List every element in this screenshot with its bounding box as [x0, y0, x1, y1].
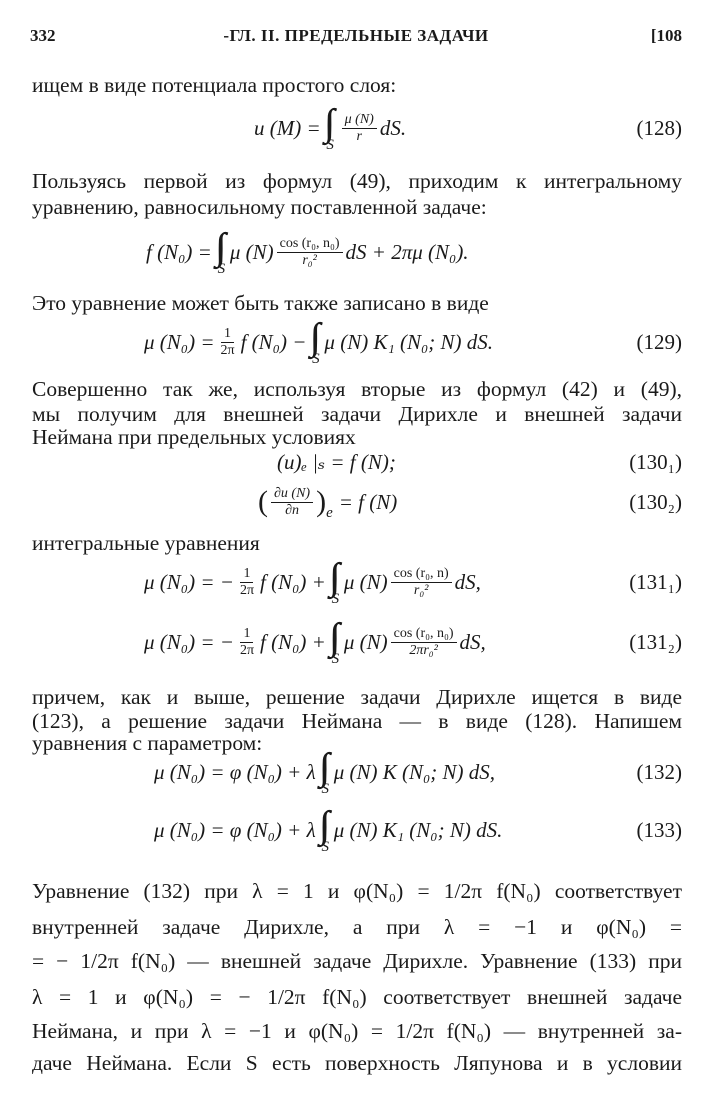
equation-number: (133): [636, 817, 682, 842]
eq-rhs: dS,: [459, 629, 486, 654]
numerator: μ (N): [342, 112, 377, 129]
eq-term: f (N₀) −: [240, 329, 307, 354]
text-line: мы получим для внешней задачи Дирихле и внешней задачи: [32, 402, 682, 426]
equation-number: (131₂): [629, 629, 682, 654]
numerator: 1: [240, 626, 253, 643]
fraction: [342, 112, 377, 145]
eq-term: f (N₀) +: [260, 629, 326, 654]
section-number: [108: [650, 26, 682, 45]
equation-131-1: [32, 552, 682, 612]
eq-body: (u)ₑ |ₛ = f (N);: [277, 449, 396, 474]
eq-rhs: = f (N): [338, 489, 398, 514]
integral-domain: S: [217, 260, 226, 277]
integral-domain: S: [331, 590, 340, 607]
eq-lhs: μ (N₀) = φ (N₀) + λ: [154, 817, 316, 842]
eq-rhs: dS,: [454, 569, 481, 594]
eq-term: μ (N): [343, 629, 388, 654]
denominator: 2π: [220, 342, 235, 358]
numerator: 1: [240, 566, 253, 583]
denominator: 2π: [239, 642, 255, 658]
denominator: 2πr₀²: [409, 642, 438, 658]
subscript-e: e: [326, 504, 333, 521]
text-line: даче Неймана. Если S есть поверхность Ляпунова и в условии: [32, 1051, 682, 1075]
text-line: внутренней задаче Дирихле, а при λ = −1 и φ(N₀) =: [32, 915, 682, 939]
integral-domain: S: [321, 838, 329, 855]
integral-domain: S: [321, 780, 329, 797]
eq-lhs: u (M) =: [254, 115, 321, 140]
text-line: уравнения с параметром:: [32, 731, 263, 755]
text-line: Это уравнение может быть также записано в виде: [32, 291, 489, 315]
eq-lhs: μ (N₀) = −: [144, 629, 234, 654]
chapter-title: -ГЛ. II. ПРЕДЕЛЬНЫЕ ЗАДАЧИ: [223, 26, 489, 45]
double-integral: [216, 228, 227, 277]
denominator: r₀²: [302, 252, 317, 268]
equation-number: (129): [636, 329, 682, 354]
equation-number: (128): [636, 115, 682, 140]
fraction: [391, 566, 452, 599]
numerator: cos (r₀, n₀): [391, 626, 457, 643]
fraction: [391, 626, 457, 659]
eq-rhs: μ (N) K₁ (N₀; N) dS.: [333, 817, 503, 842]
eq-rhs: dS + 2πμ (N₀).: [345, 239, 469, 264]
numerator: ∂u (N): [271, 486, 313, 503]
denominator: ∂n: [285, 502, 299, 518]
fraction: [277, 236, 343, 269]
text-line: Неймана при предельных условиях: [32, 425, 356, 449]
denominator: r: [356, 128, 362, 144]
equation-129: [32, 312, 682, 372]
equation-133: [32, 800, 682, 860]
double-integral: [310, 318, 321, 367]
equation-131-2: [32, 612, 682, 672]
text-line: Уравнение (132) при λ = 1 и φ(N₀) = 1/2π f(N₀) соответствует: [32, 879, 682, 903]
denominator: 2π: [239, 582, 255, 598]
eq-lhs: μ (N₀) = −: [144, 569, 234, 594]
fraction: [237, 626, 257, 659]
equation-132: [32, 742, 682, 802]
text-line: Пользуясь первой из формул (49), приходим к интегральному: [32, 169, 682, 193]
double-integral: [330, 618, 341, 667]
text-line: (123), а решение задачи Неймана — в виде (128). Напишем: [32, 709, 682, 733]
integral-domain: S: [326, 136, 334, 153]
equation-integral: [32, 222, 682, 282]
text-line: λ = 1 и φ(N₀) = − 1/2π f(N₀) соответствует внешней задаче: [32, 985, 682, 1009]
double-integral: [320, 806, 331, 855]
equation-number: (131₁): [629, 569, 682, 594]
equation-number: (132): [636, 759, 682, 784]
equation-130-2: [32, 472, 682, 532]
integral-domain: S: [312, 350, 320, 367]
double-integral: [320, 748, 331, 797]
fraction: [271, 486, 313, 519]
text-line: ищем в виде потенциала простого слоя:: [32, 73, 397, 97]
equation-number: (130₂): [629, 489, 682, 514]
fraction: [218, 326, 238, 359]
double-integral: [325, 104, 336, 153]
eq-lhs: μ (N₀) =: [144, 329, 215, 354]
denominator: r₀²: [413, 582, 429, 598]
eq-lhs: f (N₀) =: [146, 239, 212, 264]
numerator: 1: [221, 326, 234, 343]
double-integral: [330, 558, 341, 607]
equation-number: (130₁): [629, 449, 682, 474]
eq-lhs: μ (N₀) = φ (N₀) + λ: [154, 759, 316, 784]
eq-term: μ (N): [229, 239, 274, 264]
eq-rhs: μ (N) K₁ (N₀; N) dS.: [324, 329, 494, 354]
left-paren: (: [258, 485, 268, 518]
page-number: 332: [30, 26, 56, 45]
text-line: причем, как и выше, решение задачи Дирихле ищется в виде: [32, 685, 682, 709]
eq-rhs: dS.: [379, 115, 407, 140]
equation-128: [32, 98, 682, 158]
integral-domain: S: [331, 650, 340, 667]
numerator: cos (r₀, n): [391, 566, 452, 583]
right-paren: ): [316, 485, 327, 518]
text-line: Совершенно так же, используя вторые из формул (42) и (49),: [32, 377, 682, 401]
eq-term: f (N₀) +: [260, 569, 326, 594]
fraction: [237, 566, 257, 599]
eq-rhs: μ (N) K (N₀; N) dS,: [333, 759, 496, 784]
eq-term: μ (N): [343, 569, 388, 594]
text-line: = − 1/2π f(N₀) — внешней задаче Дирихле. Уравнение (133) при: [32, 949, 682, 973]
text-line: уравнению, равносильному поставленной задаче:: [32, 195, 487, 219]
text-line: интегральные уравнения: [32, 531, 260, 555]
numerator: cos (r₀, n₀): [277, 236, 343, 253]
text-line: Неймана, и при λ = −1 и φ(N₀) = 1/2π f(N₀) — внутренней за-: [32, 1019, 682, 1043]
